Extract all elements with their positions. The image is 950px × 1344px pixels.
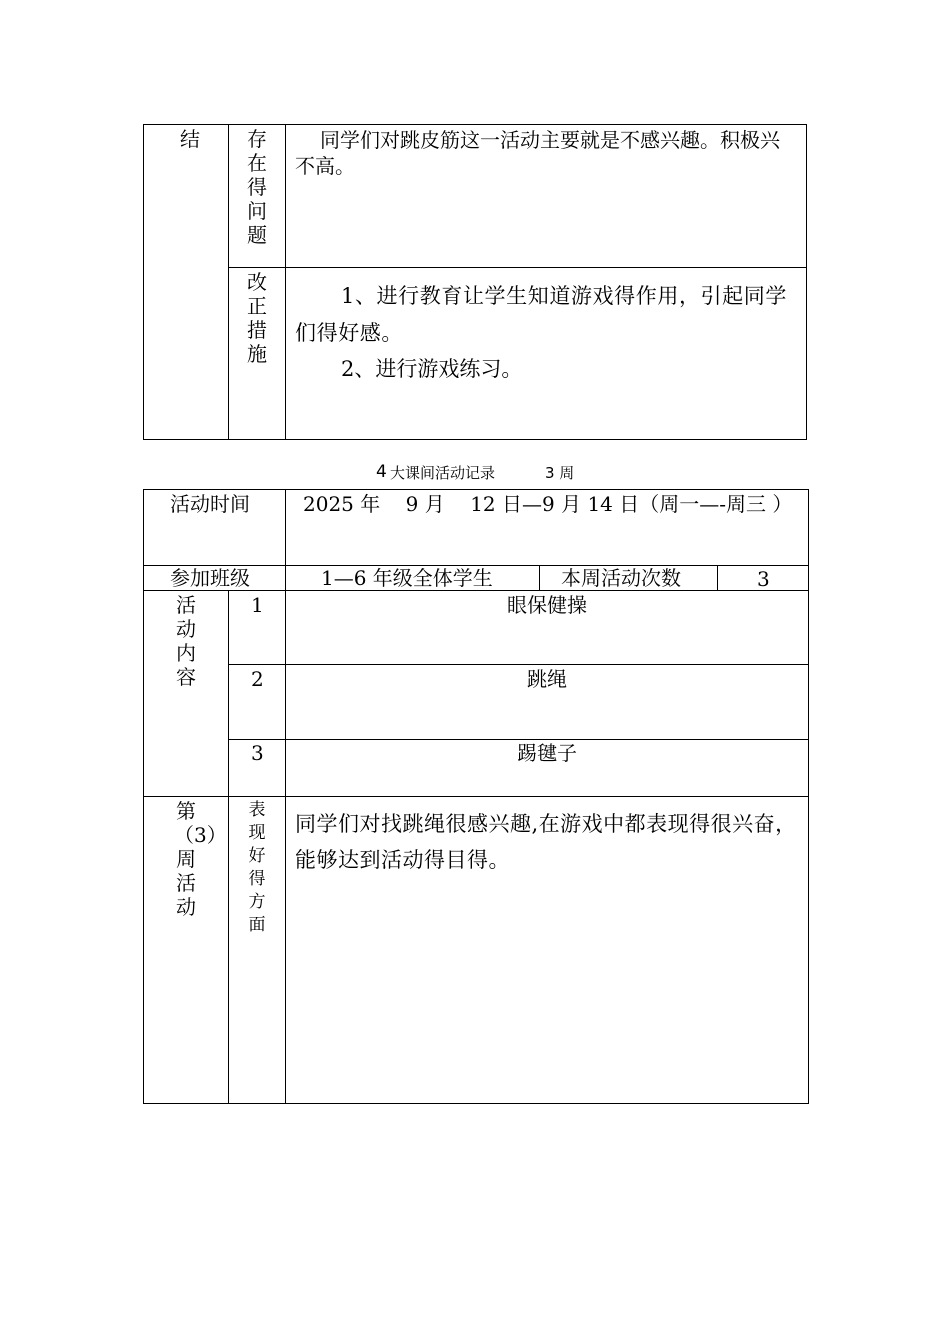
activity-name-3: 踢毽子	[517, 741, 577, 765]
heading-week: 3 周	[545, 464, 575, 482]
summary-label: 结	[180, 127, 200, 151]
time-label: 活动时间	[170, 492, 250, 516]
good-aspects-label: 表现好得方面	[248, 800, 266, 935]
activity-num-1: 1	[251, 593, 264, 617]
problems-text: 同学们对跳皮筋这一活动主要就是不感兴趣。积极兴不高。	[295, 128, 780, 178]
activity-name-1: 眼保健操	[507, 593, 587, 617]
class-value: 1—6 年级全体学生	[321, 566, 493, 590]
week-label: 第（3）周活动	[174, 799, 227, 919]
measures-line-1: 1、进行教育让学生知道游戏得作用，引起同学们得好感。	[295, 284, 787, 345]
problems-label: 存在得问题	[247, 127, 267, 247]
activity-num-2: 2	[251, 667, 264, 691]
activity-name-2: 跳绳	[527, 667, 567, 691]
count-value: 3	[757, 567, 770, 591]
time-value: 2025 年 9 月 12 日—9 月 14 日（周一—-周三 ）	[303, 492, 793, 516]
activity-num-3: 3	[251, 741, 264, 765]
heading-prefix: 4	[376, 462, 387, 482]
good-aspects-text: 同学们对找跳绳很感兴趣,在游戏中都表现得很兴奋，能够达到活动得目得。	[295, 812, 797, 872]
measures-line-2: 2、进行游戏练习。	[341, 357, 523, 381]
measures-label: 改正措施	[247, 270, 267, 366]
heading-title: 大课间活动记录	[390, 464, 496, 482]
count-label: 本周活动次数	[561, 566, 681, 590]
class-label: 参加班级	[170, 566, 250, 590]
content-label: 活动内容	[176, 593, 196, 689]
